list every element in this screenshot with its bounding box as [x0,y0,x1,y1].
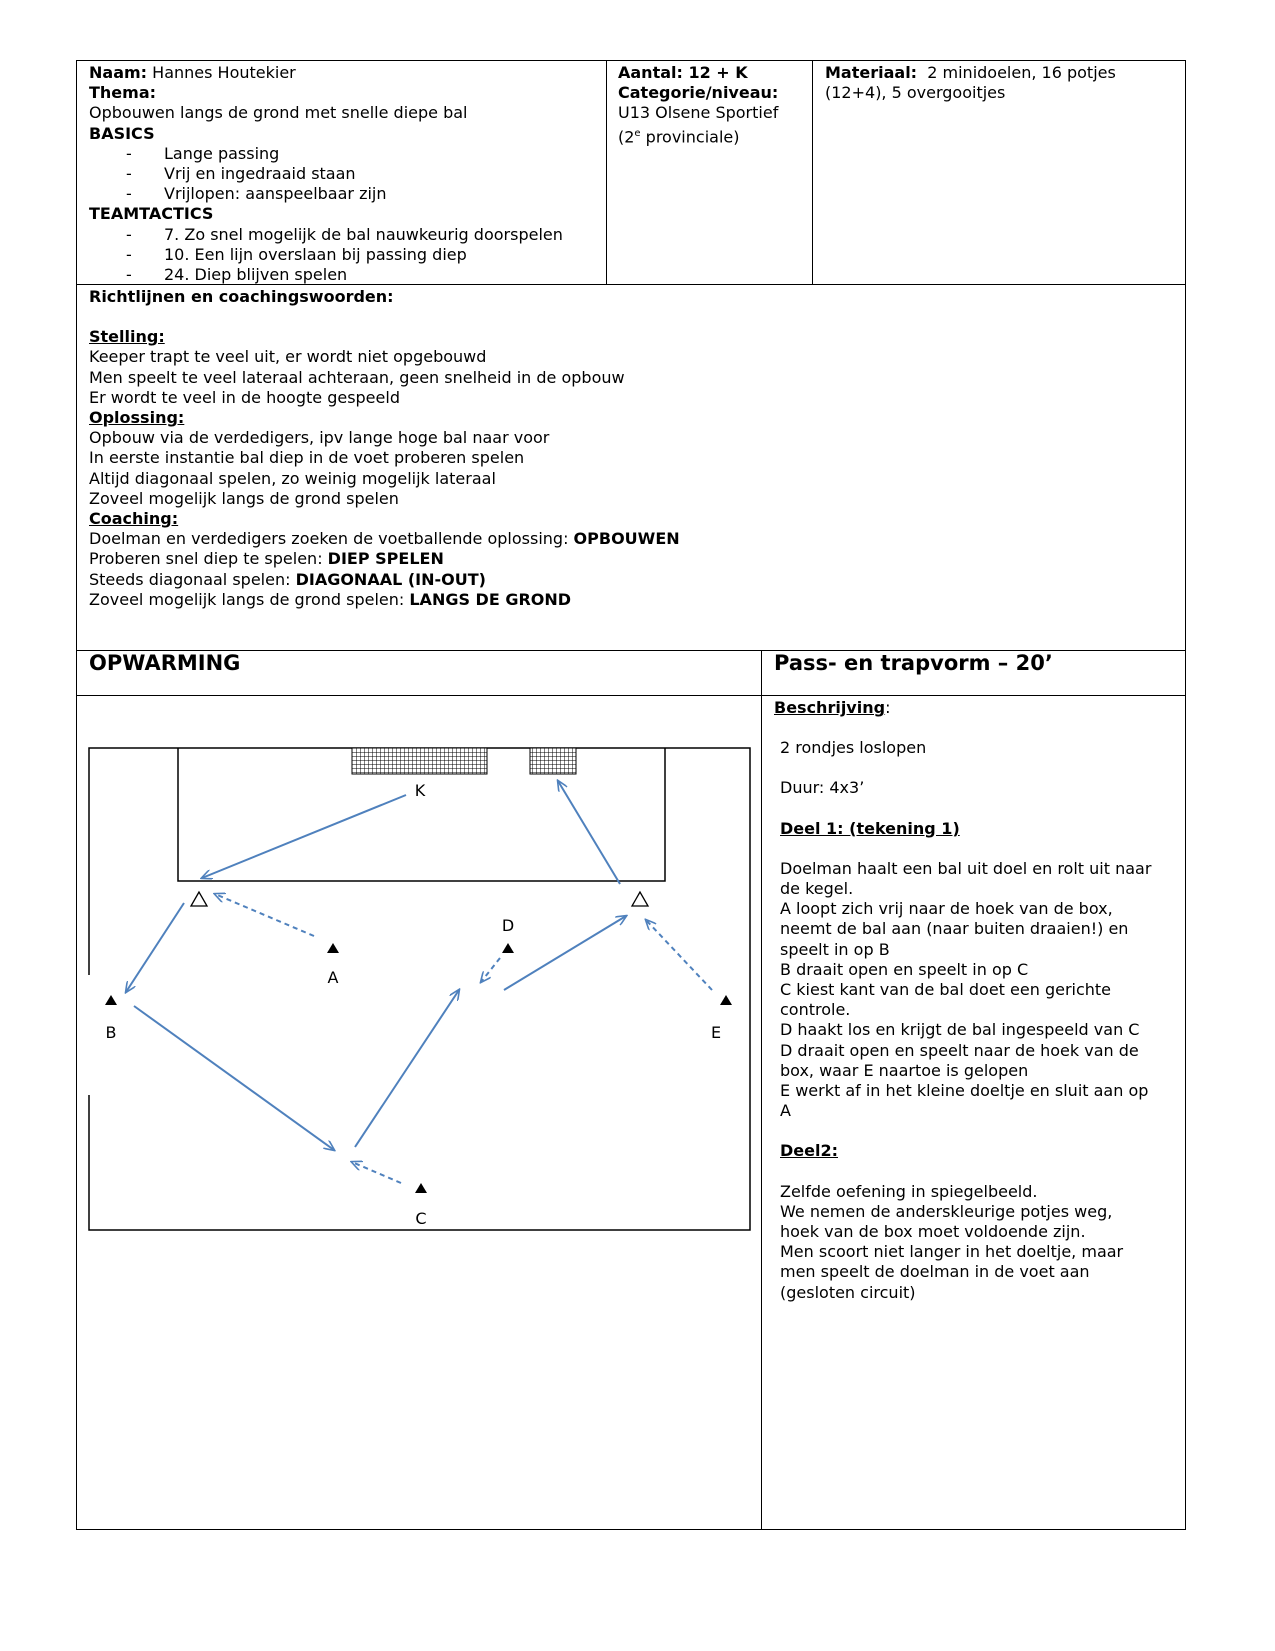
basics-label: BASICS [89,123,155,143]
deel1-line: de kegel. [780,879,854,899]
aantal-label: Aantal: 12 + K [618,63,748,82]
beschrijving-heading: Beschrijving: [774,698,891,717]
col-divider-1 [606,60,607,285]
label-a: A [327,968,339,987]
description-panel [774,698,1179,1303]
deel1-line: box, waar E naartoe is gelopen [780,1060,1029,1080]
coaching-line: Zoveel mogelijk langs de grond spelen: LANGS DE GROND [89,589,572,609]
deel2-line: (gesloten circuit) [780,1282,916,1302]
categorie-value: U13 Olsene Sportief [618,103,779,123]
exercise-diagram [76,695,761,1255]
player-marker-e [720,995,732,1005]
header-materiaal-cell [825,63,1165,103]
basics-list [89,144,599,205]
categorie-label: Categorie/niveau: [618,83,779,103]
categorie-level: (2e provinciale) [618,126,740,146]
deel2-line: Zelfde oefening in spiegelbeeld. [780,1181,1038,1201]
deel1-line: A loopt zich vrij naar de hoek van de box, [780,899,1113,919]
deel2-line: Men scoort niet langer in het doeltje, maar [780,1242,1124,1262]
thema-value: Opbouwen langs de grond met snelle diepe bal [89,103,468,123]
teamtactics-item: - 10. Een lijn overslaan bij passing diep [89,245,599,265]
player-marker-d [502,943,514,953]
player-labels [106,781,722,1228]
pass-arrow [202,795,406,878]
label-e: E [710,1023,722,1042]
cones [191,892,648,906]
deel1-line: speelt in op B [780,939,890,959]
deel2-line: men speelt de doelman in de voet aan [780,1262,1090,1282]
deel1-title: Deel 1: (tekening 1) [780,818,960,838]
header-info-cell [89,63,599,285]
deel1-line: neemt de bal aan (naar buiten draaien!) en [780,919,1129,939]
table-border-bottom [76,1529,1186,1530]
pitch [89,748,750,1230]
thema-label: Thema: [89,83,157,103]
materiaal-label: Materiaal: [825,63,918,82]
run-arrow [646,920,712,990]
naam-value: Hannes Houtekier [152,63,296,82]
coaching-line: Doelman en verdedigers zoeken de voetballende oplossing: OPBOUWEN [89,529,680,549]
teamtactics-label: TEAMTACTICS [89,204,214,224]
coaching-line: Steeds diagonaal spelen: DIAGONAAL (IN-OUT) [89,569,486,589]
run-arrow [352,1162,401,1183]
pass-arrow [501,916,626,990]
stelling-line: Keeper trapt te veel uit, er wordt niet opgebouwd [89,347,487,367]
run-arrow [215,894,314,936]
deel2-line: We nemen de anderskleurige potjes weg, [780,1201,1113,1221]
run-arrows [215,894,712,1183]
duur-text: Duur: 4x3’ [780,778,865,798]
pass-arrow [126,903,184,992]
deel1-line: D draait open en speelt naar de hoek van de [780,1040,1139,1060]
header-aantal-cell [618,63,808,147]
label-k: K [414,781,426,800]
pass-arrow [355,990,459,1147]
teamtactics-item: - 24. Diep blijven spelen [89,265,599,285]
beschrijving-label: Beschrijving [774,698,886,717]
deel1-line: C kiest kant van de bal doet een gerichte [780,980,1112,1000]
deel1-line: E werkt af in het kleine doeltje en sluit aan op [780,1081,1149,1101]
deel1-line: A [780,1101,791,1121]
pitch-outline [89,748,750,1230]
deel2-line: hoek van de box moet voldoende zijn. [780,1222,1086,1242]
deel1-line: Doelman haalt een bal uit doel en rolt uit naar [780,858,1152,878]
coaching-line: Proberen snel diep te spelen: DIEP SPELEN [89,549,444,569]
deel1-line: D haakt los en krijgt de bal ingespeeld van C [780,1020,1140,1040]
basics-item: - Lange passing [89,144,599,164]
deel2-title: Deel2: [780,1141,838,1161]
stelling-line: Men speelt te veel lateraal achteraan, geen snelheid in de opbouw [89,367,625,387]
col-divider-3 [761,650,762,1530]
run-arrow [481,958,500,982]
description-body [774,738,1179,1303]
player-marker-b [105,995,117,1005]
oplossing-line: Altijd diagonaal spelen, zo weinig mogelijk lateraal [89,468,496,488]
stelling-line: Er wordt te veel in de hoogte gespeeld [89,387,400,407]
label-d: D [501,916,515,935]
stelling-label: Stelling: [89,327,165,347]
deel1-line: B draait open en speelt in op C [780,959,1029,979]
table-border-right [1185,60,1186,1530]
oplossing-line: Zoveel mogelijk langs de grond spelen [89,488,399,508]
players [105,943,732,1193]
section-title-left: OPWARMING [89,651,241,675]
oplossing-line: Opbouw via de verdedigers, ipv lange hoge bal naar voor [89,428,550,448]
materiaal-value: 2 minidoelen, 16 potjes (12+4), 5 overgooitjes [825,63,1116,103]
pass-arrow [558,781,620,884]
teamtactics-list [89,225,599,286]
label-b: B [105,1023,117,1042]
player-marker-c [415,1183,427,1193]
deel1-line: controle. [780,1000,851,1020]
basics-item: - Vrij en ingedraaid staan [89,164,599,184]
section-title-right: Pass- en trapvorm – 20’ [774,651,1053,675]
label-c: C [415,1209,427,1228]
pass-arrows [126,781,626,1150]
pass-arrow [134,1006,334,1150]
goal-net-small [530,748,576,774]
naam-label: Naam: [89,63,148,82]
cone-marker-left [191,892,207,906]
cone-marker-right [632,892,648,906]
goal-net-large [352,748,487,774]
table-border-top [76,60,1186,61]
coaching-label: Coaching: [89,509,179,529]
intro-text: 2 rondjes loslopen [780,738,927,758]
oplossing-label: Oplossing: [89,408,185,428]
oplossing-line: In eerste instantie bal diep in de voet proberen spelen [89,448,525,468]
guidelines-title: Richtlijnen en coachingswoorden: [89,287,394,306]
naam-row [89,63,599,83]
player-marker-a [327,943,339,953]
col-divider-2 [812,60,813,285]
basics-item: - Vrijlopen: aanspeelbaar zijn [89,184,599,204]
guidelines-section [89,287,1179,610]
teamtactics-item: - 7. Zo snel mogelijk de bal nauwkeurig doorspelen [89,225,599,245]
